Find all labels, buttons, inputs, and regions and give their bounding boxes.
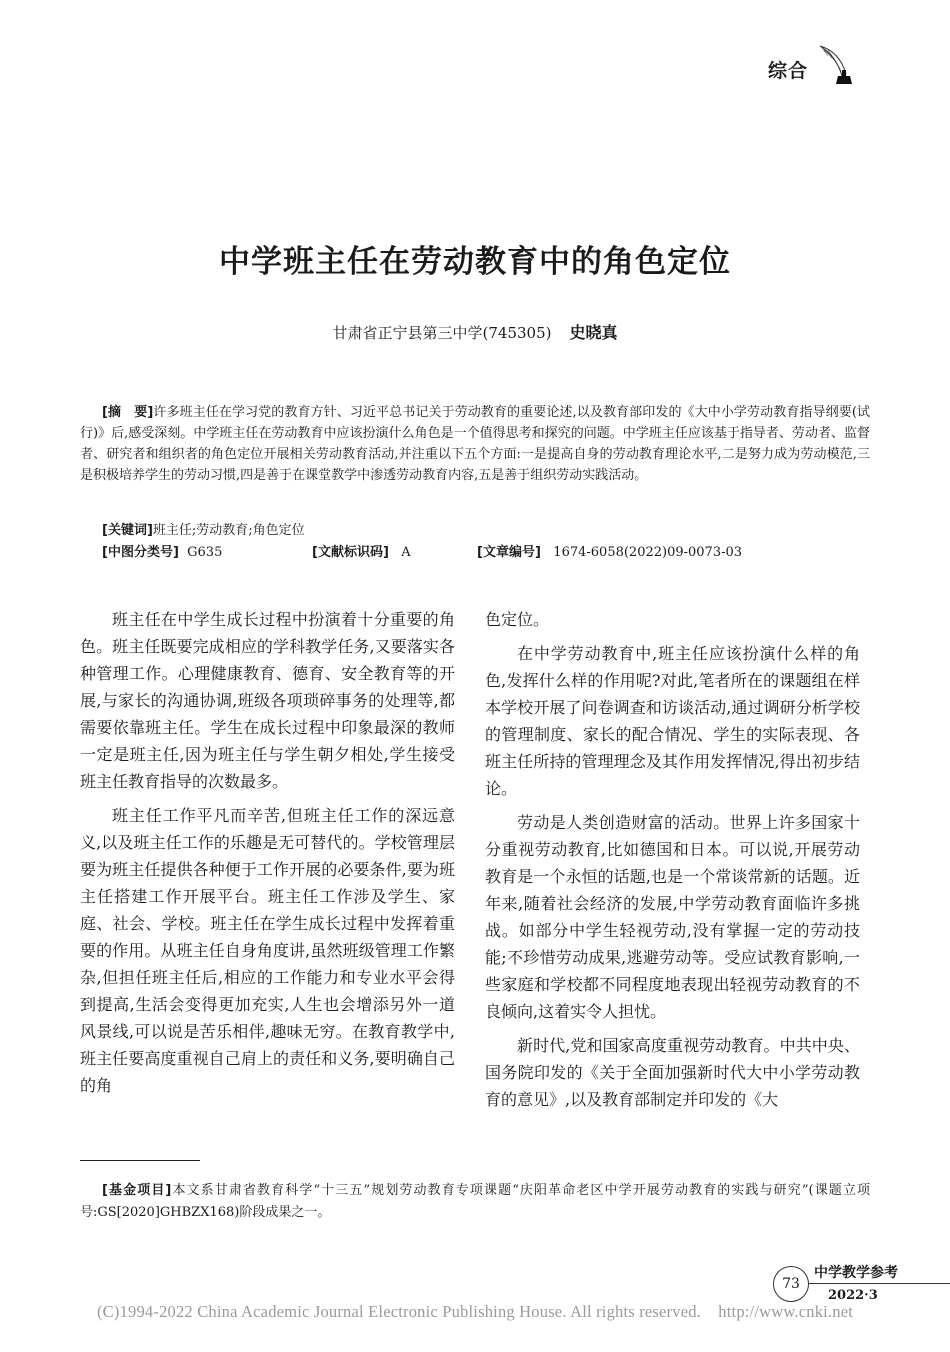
abstract <box>80 402 870 486</box>
page-number: 73 <box>773 1266 809 1302</box>
classification-line <box>80 542 892 563</box>
doc-code-value: A <box>401 545 411 560</box>
clc-field <box>102 542 312 563</box>
article-title: 中学班主任在劳动教育中的角色定位 <box>219 244 731 280</box>
clc-label: [中图分类号] <box>102 545 179 560</box>
doc-code-label: [文献标识码] <box>312 545 389 560</box>
paragraph: 新时代,党和国家高度重视劳动教育。中共中央、国务院印发的《关于全面加强新时代大中小学劳动教育的意见》,以及教育部制定并印发的《大 <box>485 1036 860 1109</box>
author-line <box>0 320 950 343</box>
journal-name: 中学教学参考 <box>814 1265 898 1281</box>
article-number-value: 1674-6058(2022)09-0073-03 <box>553 545 743 560</box>
author-affiliation: 甘肃省正宁县第三中学(745305) <box>332 324 552 342</box>
footnote-label: [基金项目] <box>102 1183 172 1198</box>
body-column-left <box>80 606 455 1106</box>
journal-issue: 2022·3 <box>828 1288 878 1303</box>
footer-divider <box>808 1283 950 1284</box>
paragraph: 劳动是人类创造财富的活动。世界上许多国家十分重视劳动教育,比如德国和日本。可以说,开展劳动教育是一个永恒的话题,也是一个常谈常新的话题。近年来,随着社会经济的发展,中学劳动教育面临许多挑战。如部分中学生轻视劳动,没有掌握一定的劳动技能;不珍惜劳动成果,逃避劳动等。受应试教育影响,一些家庭和学校都不同程度地表现出轻视劳动教育的不良倾向,这着实令人担忧。 <box>485 813 860 1021</box>
paragraph: 班主任在中学生成长过程中扮演着十分重要的角色。班主任既要完成相应的学科教学任务,又要落实各种管理工作。心理健康教育、德育、安全教育等的开展,与家长的沟通协调,班级各项琐碎事务的处理等,都需要依靠班主任。学生在成长过程中印象最深的教师一定是班主任,因为班主任与学生朝夕相处,学生接受班主任教育指导的次数最多。 <box>80 610 455 791</box>
paragraph-continuation: 色定位。 <box>485 610 550 629</box>
keywords-text: 班主任;劳动教育;角色定位 <box>152 523 305 538</box>
author-name: 史晓真 <box>569 323 618 342</box>
quill-pen-icon <box>816 42 858 88</box>
clc-value: G635 <box>187 545 223 560</box>
paragraph: 班主任工作平凡而辛苦,但班主任工作的深远意义,以及班主任工作的乐趣是无可替代的。学校管理层要为班主任提供各种便于工作开展的必要条件,要为班主任搭建工作开展平台。班主任工作涉及学生、家庭、社会、学校。班主任在学生成长过程中发挥着重要的作用。从班主任自身角度讲,虽然班级管理工作繁杂,但担任班主任后,相应的工作能力和专业水平会得到提高,生活会变得更加充实,人生也会增添另外一道风景线,可以说是苦乐相伴,趣味无穷。在教育教学中,班主任要高度重视自己肩上的责任和义务,要明确自己的角 <box>80 806 455 1095</box>
article-number-label: [文章编号] <box>477 545 541 560</box>
copyright-watermark: (C)1994-2022 China Academic Journal Electronic Publishing House. All rights reserved. http://www.cnki.net <box>96 1302 854 1321</box>
article-number-field <box>477 542 742 563</box>
abstract-label: [摘 要] <box>102 405 154 420</box>
abstract-text: 许多班主任在学习党的教育方针、习近平总书记关于劳动教育的重要论述,以及教育部印发的《大中小学劳动教育指导纲要(试行)》后,感受深刻。中学班主任在劳动教育中应该扮演什么角色是一个值得思考和探究的问题。中学班主任应该基于指导者、劳动者、监督者、研究者和组织者的角色定位开展相关劳动教育活动,并注重以下五个方面:一是提高自身的劳动教育理论水平,二是努力成为劳动模范,三是积极培养学生的劳动习惯,四是善于在课堂教学中渗透劳动教育内容,五是善于组织劳动实践活动。 <box>80 405 870 483</box>
paragraph: 在中学劳动教育中,班主任应该扮演什么样的角色,发挥什么样的作用呢?对此,笔者所在的课题组在样本学校开展了问卷调查和访谈活动,通过调研分析学校的管理制度、家长的配合情况、学生的实际表现、各班主任所持的管理理念及其作用发挥情况,得出初步结论。 <box>485 644 860 798</box>
keywords <box>80 520 870 541</box>
section-label: 综合 <box>768 60 809 82</box>
footnote-text: 本文系甘肃省教育科学“十三五”规划劳动教育专项课题“庆阳革命老区中学开展劳动教育的实践与研究”(课题立项号:GS[2020]GHBZX168)阶段成果之一。 <box>80 1183 870 1220</box>
body-column-right <box>485 606 860 1120</box>
footnote <box>80 1180 870 1224</box>
keywords-label: [关键词] <box>102 523 153 538</box>
footnote-divider <box>80 1160 200 1161</box>
doc-code-field <box>312 542 477 563</box>
